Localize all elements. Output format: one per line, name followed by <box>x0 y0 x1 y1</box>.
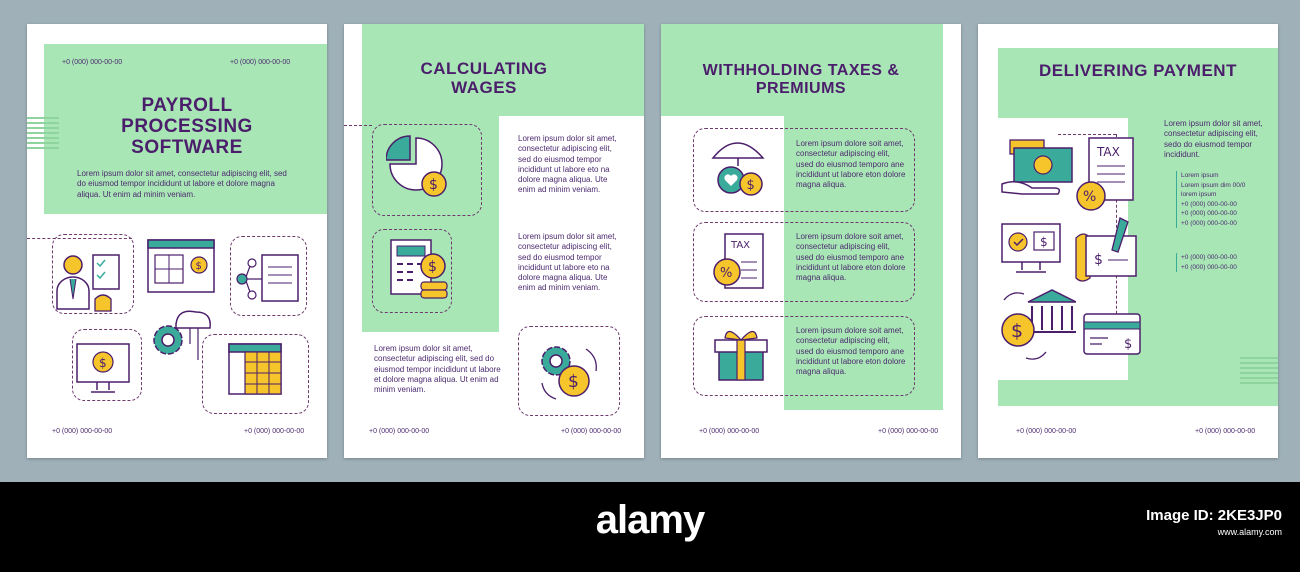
check-pen-icon <box>1072 216 1142 286</box>
brochure-page-wages <box>344 24 644 458</box>
svg-text:$: $ <box>429 177 438 193</box>
svg-text:$: $ <box>746 178 755 193</box>
svg-text:$: $ <box>428 259 437 275</box>
info-line: +0 (000) 000-00-00 <box>1181 219 1237 227</box>
stripe-decoration <box>1240 357 1278 387</box>
phone-bottom-left: +0 (000) 000-00-00 <box>369 428 430 435</box>
svg-text:$: $ <box>1011 320 1024 342</box>
brochure-page-payroll <box>27 24 327 458</box>
brochure-page-taxes <box>661 24 961 458</box>
svg-text:$: $ <box>99 356 107 370</box>
document-network-icon <box>232 249 307 309</box>
body-text: Lorem ipsum dolor sit amet, consectetur adipiscing elit, sedo do eiusmod tempor incididunt. <box>1164 119 1263 159</box>
phone-bottom-left: +0 (000) 000-00-00 <box>699 428 760 435</box>
employee-icon <box>55 249 135 319</box>
tax-document-icon <box>711 232 771 294</box>
svg-text:$: $ <box>1124 337 1133 352</box>
page-title: DELIVERING PAYMENT <box>1039 61 1237 80</box>
body-text-2: Lorem ipsum dolore soit amet, consectetur adipiscing elit, used do eiusmod temporo ane incididunt ut labore eton dolore magna aliqua. <box>796 232 906 283</box>
gift-box-icon <box>713 326 769 384</box>
stripe-decoration <box>27 117 59 152</box>
credit-card-icon <box>1082 312 1144 358</box>
svg-text:$: $ <box>1040 235 1048 249</box>
monitor-check-icon <box>1000 222 1065 277</box>
image-id: Image ID: 2KE3JP0 <box>1146 507 1282 524</box>
svg-text:$: $ <box>568 372 579 392</box>
phone-bottom-right: +0 (000) 000-00-00 <box>1195 428 1256 435</box>
info-list-2 <box>1176 253 1278 272</box>
gear-cloud-icon <box>142 304 217 364</box>
info-list-1 <box>1176 171 1278 228</box>
page-title: CALCULATING WAGES <box>420 59 548 97</box>
body-text-1: Lorem ipsum dolore soit amet, consectetur adipiscing elit, used do eiusmod temporo ane incididunt ut labore eton dolore magna aliqua. <box>796 139 906 190</box>
image-credit <box>1146 508 1282 540</box>
svg-text:%: % <box>720 266 733 281</box>
svg-text:TAX: TAX <box>731 240 751 251</box>
bank-coin-icon <box>996 286 1076 366</box>
svg-text:$: $ <box>195 261 202 272</box>
umbrella-heart-icon <box>709 136 771 202</box>
info-line: +0 (000) 000-00-00 <box>1181 200 1237 208</box>
svg-text:$: $ <box>1094 252 1103 268</box>
body-text: Lorem ipsum dolor sit amet, consectetur adipiscing elit, sed do eiusmod tempor incididunt ut labore et dolore magna aliqua. Ut enim ad minim veniam. <box>77 169 287 199</box>
gear-dollar-cycle-icon <box>534 339 609 404</box>
monitor-dollar-icon <box>75 342 135 398</box>
body-text-3: Lorem ipsum dolor sit amet, consectetur adipiscing elit, sed do eiusmod tempor incididunt ut labore et dolore magna aliqua. Ut enim ad minim veniam. <box>374 344 501 395</box>
brand-logo: alamy <box>595 498 705 542</box>
phone-top-left: +0 (000) 000-00-00 <box>62 59 123 66</box>
body-text-3: Lorem ipsum dolore soit amet, consectetur adipiscing elit, used do eiusmod temporo ane incididunt ut labore eton dolore magna aliqua. <box>796 326 906 377</box>
phone-bottom-left: +0 (000) 000-00-00 <box>52 428 113 435</box>
page-title: WITHHOLDING TAXES & PREMIUMS <box>702 62 900 97</box>
info-line: lorem ipsum <box>1181 191 1217 198</box>
pie-chart-icon <box>386 134 456 204</box>
phone-top-right: +0 (000) 000-00-00 <box>230 59 291 66</box>
body-text-1: Lorem ipsum dolor sit amet, consectetur adipiscing elit, sed do eiusmod tempor incididunt ut labore eto na dolore magna aliqua. Ute enim ad minim veniam. <box>518 134 617 195</box>
cash-hand-icon <box>1000 134 1080 204</box>
table-icon <box>227 342 285 398</box>
info-line: Lorem ipsum dim 00/0 <box>1181 181 1246 189</box>
svg-text:TAX: TAX <box>1097 145 1120 159</box>
svg-text:%: % <box>1083 189 1097 205</box>
phone-bottom-left: +0 (000) 000-00-00 <box>1016 428 1077 435</box>
info-line: +0 (000) 000-00-00 <box>1181 210 1237 217</box>
phone-bottom-right: +0 (000) 000-00-00 <box>561 428 622 435</box>
body-text-2: Lorem ipsum dolor sit amet, consectetur adipiscing elit, sed do eiusmod tempor incididunt ut labore eto na dolore magna aliqua. Ute enim ad minim veniam. <box>518 232 617 293</box>
phone-bottom-right: +0 (000) 000-00-00 <box>878 428 939 435</box>
phone-bottom-right: +0 (000) 000-00-00 <box>244 428 305 435</box>
page-title: PAYROLL PROCESSING SOFTWARE <box>121 95 253 158</box>
site-url: www.alamy.com <box>1217 527 1282 537</box>
calculator-coin-icon <box>389 236 454 306</box>
brochure-page-delivery <box>978 24 1278 458</box>
info-line: Lorem ipsum <box>1181 172 1219 179</box>
info-line: +0 (000) 000-00-00 <box>1181 263 1237 271</box>
calculator-browser-icon <box>147 239 217 294</box>
info-line: +0 (000) 000-00-00 <box>1181 254 1237 261</box>
tax-percent-icon <box>1073 136 1143 216</box>
